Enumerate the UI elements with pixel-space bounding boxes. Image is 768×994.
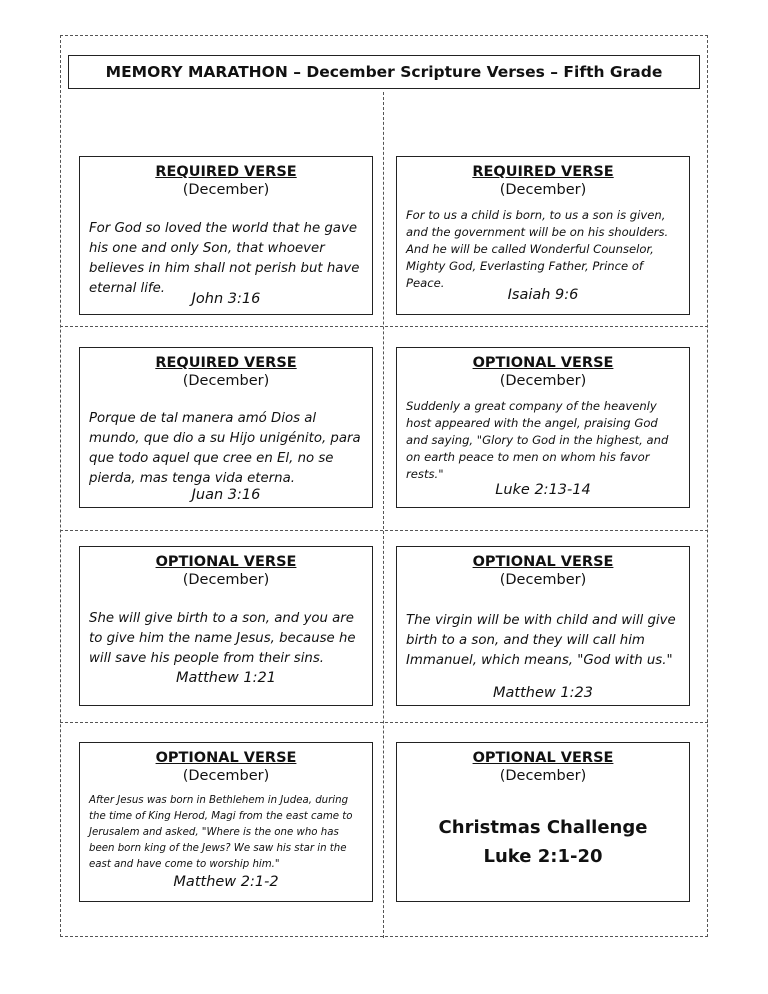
card-month: (December): [182, 182, 270, 198]
verse-card: [79, 546, 373, 706]
card-heading: REQUIRED VERSE: [155, 164, 297, 180]
card-month: (December): [499, 182, 587, 198]
verse-text: For God so loved the world that he gave his one and only Son, that whoever believes in him shall not perish but have eternal life.: [89, 221, 360, 296]
card-month: (December): [182, 572, 270, 588]
verse-text: After Jesus was born in Bethlehem in Judea, during the time of King Herod, Magi from the east came to Jerusalem and asked, "Where is the one who has been born king of the Jews? We saw his star in the east and have come to worship him.": [89, 795, 353, 870]
challenge-reference: Luke 2:1-20: [483, 846, 603, 867]
card-heading: REQUIRED VERSE: [155, 355, 297, 371]
card-heading: OPTIONAL VERSE: [472, 750, 614, 766]
verse-card: [396, 347, 690, 508]
vertical-cut-line: [383, 92, 384, 938]
horizontal-cut-line: [60, 326, 708, 327]
horizontal-cut-line: [60, 722, 708, 723]
verse-reference: Matthew 1:21: [176, 670, 276, 686]
card-month: (December): [499, 373, 587, 389]
verse-reference: John 3:16: [191, 291, 261, 307]
verse-text: Suddenly a great company of the heavenly host appeared with the angel, praising God and saying, "Glory to God in the highest, and on earth peace to men on whom his favor rests.": [406, 399, 669, 481]
verse-reference: Juan 3:16: [191, 487, 261, 503]
verse-card: [396, 546, 690, 706]
verse-card: [79, 156, 373, 315]
verse-reference: Matthew 2:1-2: [173, 874, 279, 890]
verse-card: [396, 156, 690, 315]
card-month: (December): [499, 768, 587, 784]
card-month: (December): [499, 572, 587, 588]
card-heading: REQUIRED VERSE: [472, 164, 614, 180]
page-title: MEMORY MARATHON – December Scripture Verses – Fifth Grade: [68, 55, 700, 89]
card-heading: OPTIONAL VERSE: [155, 554, 297, 570]
verse-text: Porque de tal manera amó Dios al mundo, que dio a su Hijo unigénito, para que todo aquel que cree en El, no se pierda, mas tenga vida eterna.: [89, 411, 361, 486]
verse-text: For to us a child is born, to us a son is given, and the government will be on his shoulders. And he will be called Wonderful Counselor, Mighty God, Everlasting Father, Prince of Peace.: [406, 208, 669, 290]
horizontal-cut-line: [60, 530, 708, 531]
card-heading: OPTIONAL VERSE: [472, 554, 614, 570]
card-heading: OPTIONAL VERSE: [155, 750, 297, 766]
card-month: (December): [182, 768, 270, 784]
card-heading: OPTIONAL VERSE: [472, 355, 614, 371]
verse-card: [79, 347, 373, 508]
verse-text: The virgin will be with child and will give birth to a son, and they will call him Immanuel, which means, "God with us.": [406, 613, 676, 668]
verse-reference: Luke 2:13-14: [495, 482, 591, 498]
verse-reference: Matthew 1:23: [493, 685, 593, 701]
challenge-title: Christmas Challenge: [438, 817, 648, 838]
verse-text: She will give birth to a son, and you are to give him the name Jesus, because he will save his people from their sins.: [89, 611, 356, 666]
verse-card: [79, 742, 373, 902]
verse-reference: Isaiah 9:6: [507, 287, 579, 303]
challenge-card: [396, 742, 690, 902]
card-month: (December): [182, 373, 270, 389]
